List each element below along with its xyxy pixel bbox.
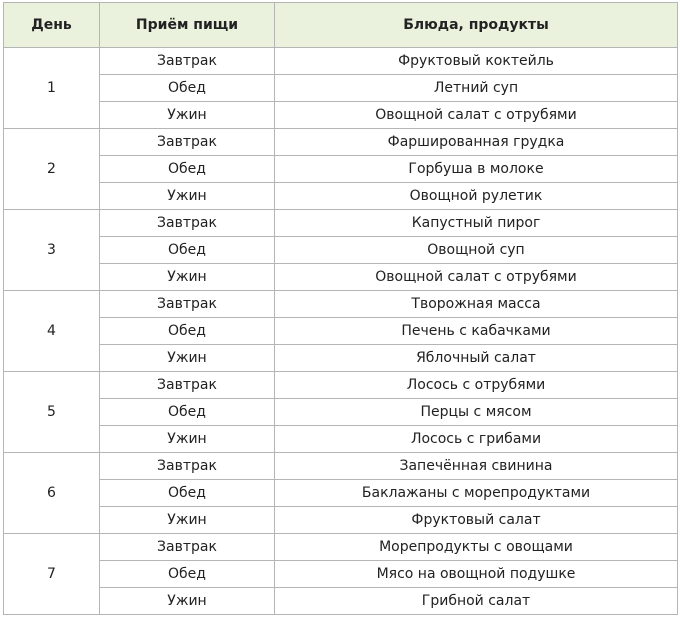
meal-name: Ужин — [100, 426, 275, 453]
meal-name: Обед — [100, 480, 275, 507]
dish-name: Лосось с грибами — [275, 426, 678, 453]
table-row — [4, 561, 678, 588]
header-day: День — [4, 3, 100, 48]
meal-name: Ужин — [100, 345, 275, 372]
table-row — [4, 183, 678, 210]
meal-name: Завтрак — [100, 372, 275, 399]
day-number: 6 — [4, 453, 100, 534]
table-row — [4, 399, 678, 426]
meal-name: Завтрак — [100, 210, 275, 237]
meal-name: Обед — [100, 561, 275, 588]
meal-name: Ужин — [100, 507, 275, 534]
dish-name: Мясо на овощной подушке — [275, 561, 678, 588]
dish-name: Овощной салат с отрубями — [275, 264, 678, 291]
dish-name: Творожная масса — [275, 291, 678, 318]
meal-name: Обед — [100, 156, 275, 183]
dish-name: Фруктовый коктейль — [275, 48, 678, 75]
dish-name: Яблочный салат — [275, 345, 678, 372]
table-row — [4, 372, 678, 399]
meal-name: Обед — [100, 75, 275, 102]
dish-name: Овощной салат с отрубями — [275, 102, 678, 129]
dish-name: Грибной салат — [275, 588, 678, 615]
header-row — [4, 3, 678, 48]
table-row — [4, 453, 678, 480]
table-row — [4, 534, 678, 561]
table-row — [4, 237, 678, 264]
table-row — [4, 75, 678, 102]
meal-name: Обед — [100, 399, 275, 426]
meal-plan-table — [3, 2, 678, 615]
meal-name: Ужин — [100, 264, 275, 291]
table-row — [4, 318, 678, 345]
meal-name: Обед — [100, 237, 275, 264]
meal-name: Завтрак — [100, 291, 275, 318]
table-row — [4, 291, 678, 318]
table-row — [4, 102, 678, 129]
table-row — [4, 48, 678, 75]
dish-name: Перцы с мясом — [275, 399, 678, 426]
meal-name: Завтрак — [100, 453, 275, 480]
day-number: 7 — [4, 534, 100, 615]
dish-name: Летний суп — [275, 75, 678, 102]
table-row — [4, 426, 678, 453]
dish-name: Морепродукты с овощами — [275, 534, 678, 561]
meal-name: Завтрак — [100, 129, 275, 156]
day-number: 4 — [4, 291, 100, 372]
table-row — [4, 129, 678, 156]
meal-name: Ужин — [100, 102, 275, 129]
meal-name: Завтрак — [100, 48, 275, 75]
day-number: 2 — [4, 129, 100, 210]
day-number: 1 — [4, 48, 100, 129]
dish-name: Запечённая свинина — [275, 453, 678, 480]
day-number: 3 — [4, 210, 100, 291]
dish-name: Фаршированная грудка — [275, 129, 678, 156]
meal-name: Ужин — [100, 183, 275, 210]
meal-name: Обед — [100, 318, 275, 345]
table-row — [4, 480, 678, 507]
table-row — [4, 507, 678, 534]
meal-name: Ужин — [100, 588, 275, 615]
dish-name: Овощной рулетик — [275, 183, 678, 210]
day-number: 5 — [4, 372, 100, 453]
table-row — [4, 588, 678, 615]
dish-name: Фруктовый салат — [275, 507, 678, 534]
table-row — [4, 156, 678, 183]
dish-name: Баклажаны с морепродуктами — [275, 480, 678, 507]
dish-name: Горбуша в молоке — [275, 156, 678, 183]
dish-name: Овощной суп — [275, 237, 678, 264]
table-row — [4, 264, 678, 291]
table-body — [4, 48, 678, 615]
meal-name: Завтрак — [100, 534, 275, 561]
dish-name: Печень с кабачками — [275, 318, 678, 345]
table-row — [4, 210, 678, 237]
header-meal: Приём пищи — [100, 3, 275, 48]
header-dishes: Блюда, продукты — [275, 3, 678, 48]
table-row — [4, 345, 678, 372]
dish-name: Лосось с отрубями — [275, 372, 678, 399]
table-header — [4, 3, 678, 48]
dish-name: Капустный пирог — [275, 210, 678, 237]
